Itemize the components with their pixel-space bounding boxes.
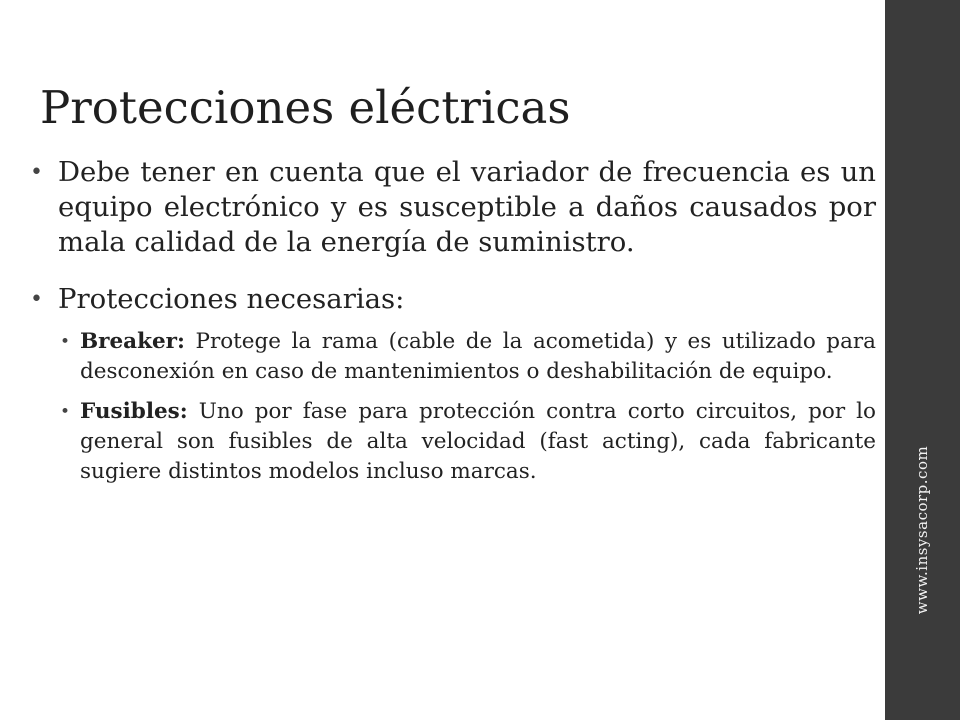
bullet-item (30, 155, 876, 260)
sub-bullet-item (30, 397, 876, 487)
sub-bullet-dot-icon: • (60, 332, 71, 352)
sub-bullet-item (30, 327, 876, 387)
slide-content (30, 155, 876, 487)
bullet-text: Protecciones necesarias: (58, 283, 405, 315)
bullet-dot-icon: • (30, 287, 43, 312)
sub-bullet-dot-icon: • (60, 402, 71, 422)
sub-bullet-text: Protege la rama (cable de la acometida) y es utilizado para desconexión en caso de mantenimientos o deshabilitación de equipo. (80, 329, 876, 384)
sub-bullet-term: Fusibles: (80, 399, 188, 424)
website-url: www.insysacorp.com (913, 445, 931, 615)
sub-bullet-text: Uno por fase para protección contra corto circuitos, por lo general son fusibles de alta velocidad (fast acting), cada fabricante sugiere distintos modelos incluso marcas. (80, 399, 876, 484)
bullet-item (30, 282, 876, 317)
sub-bullet-term: Breaker: (80, 329, 185, 354)
bullet-text: Debe tener en cuenta que el variador de frecuencia es un equipo electrónico y es susceptible a daños causados por mala calidad de la energía de suministro. (58, 156, 876, 258)
slide-title: Protecciones eléctricas (40, 81, 571, 135)
bullet-dot-icon: • (30, 160, 43, 185)
